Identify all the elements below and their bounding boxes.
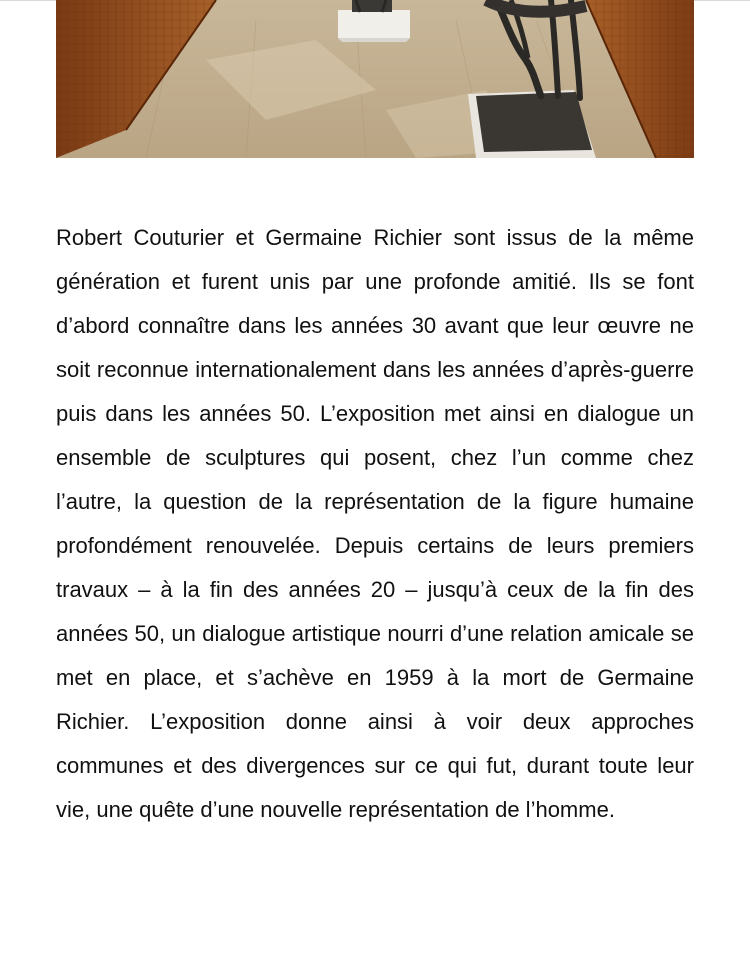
article-paragraph: Robert Couturier et Germaine Richier sont issus de la même génération et furent unis par une profonde amitié. Ils se font d’abord connaître dans les années 30 avant que leur œuvre ne soit reconnue internationalement dans les années d’après-guerre puis dans les années 50. L’exposition met ainsi en dialogue un ensemble de sculptures qui posent, chez l’un comme chez l’autre, la question de la représentation de la figure humaine profondément renouvelée. Depuis certains de leurs premiers travaux – à la fin des années 20 – jusqu’à ceux de la fin des années 50, un dialogue artistique nourri d’une relation amicale se met en place, et s’achève en 1959 à la mort de Germaine Richier. L’exposition donne ainsi à voir deux approches communes et des divergences sur ce qui fut, durant toute leur vie, une quête d’une nouvelle représentation de l’homme. — [56, 225, 694, 822]
exhibition-photo — [56, 0, 694, 158]
